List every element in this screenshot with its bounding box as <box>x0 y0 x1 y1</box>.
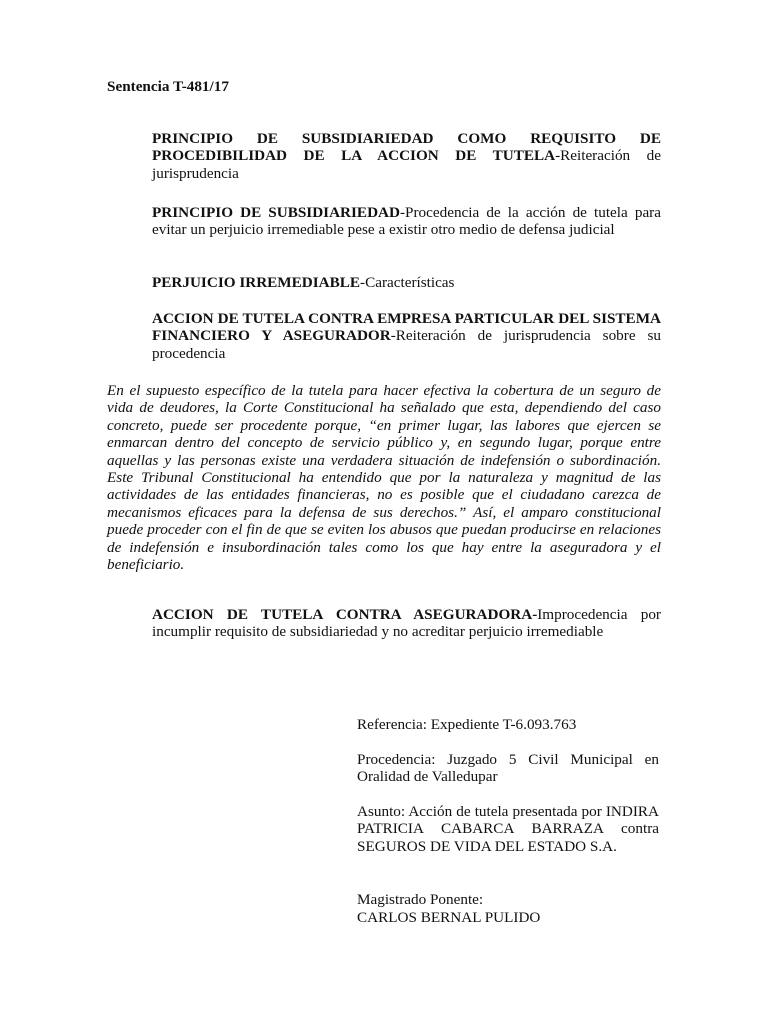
topic-text: -Características <box>360 274 455 291</box>
topic-heading: ACCION DE TUTELA CONTRA ASEGURADORA- <box>152 606 538 623</box>
topic-perjuicio-irremediable <box>152 274 661 291</box>
topic-text: -Reiteración de jurisprudencia <box>152 147 661 182</box>
jurisprudence-excerpt: En el supuesto específico de la tutela para hacer efectiva la cobertura de un seguro de vida de deudores, la Corte Constitucional ha señalado que esta, dependiendo del caso concreto, puede ser procedente porque, “en primer lugar, las labores que ejercen se enmarcan dentro del concepto de servicio público y, en segundo lugar, porque entre aquellas y las personas existe una verdadera situación de indefensión o subordinación. Este Tribunal Constitucional ha entendido que por la naturaleza y magnitud de las actividades de las entidades financieras, no es posible que el ciudadano carezca de mecanismos eficaces para la defensa de sus derechos.” Así, el amparo constitucional puede proceder con el fin de que se eviten los abusos que puedan producirse en relaciones de indefensión e insubordinación tales como los que hay entre la aseguradora y el beneficiario. <box>107 382 661 574</box>
topic-tutela-aseguradora <box>152 606 661 641</box>
topic-text: Improcedencia por incumplir requisito de subsidiariedad y no acreditar perjuicio irremediable <box>152 606 661 641</box>
document-title: Sentencia T-481/17 <box>107 78 229 95</box>
topic-heading: ACCION DE TUTELA CONTRA EMPRESA PARTICULAR DEL SISTEMA FINANCIERO Y ASEGURADOR <box>152 310 661 345</box>
topic-subsidiariedad-procedibilidad <box>152 130 661 182</box>
topic-heading: PERJUICIO IRREMEDIABLE <box>152 274 361 291</box>
topic-subsidiariedad-perjuicio <box>152 204 661 239</box>
reference-asunto: Asunto: Acción de tutela presentada por INDIRA PATRICIA CABARCA BARRAZA contra SEGUROS DE VIDA DEL ESTADO S.A. <box>357 803 659 855</box>
topic-heading: PRINCIPIO DE SUBSIDIARIEDAD COMO REQUISITO DE PROCEDIBILIDAD DE LA ACCION DE TUTELA <box>152 130 661 165</box>
reference-procedencia: Procedencia: Juzgado 5 Civil Municipal en Oralidad de Valledupar <box>357 751 659 786</box>
topic-tutela-empresa-financiera <box>152 310 661 362</box>
reference-expediente: Referencia: Expediente T-6.093.763 <box>357 716 577 733</box>
reference-magistrado-label: Magistrado Ponente: <box>357 891 484 908</box>
topic-text: -Reiteración de jurisprudencia sobre su procedencia <box>152 327 661 362</box>
reference-magistrado-name: CARLOS BERNAL PULIDO <box>357 909 541 926</box>
topic-text: -Procedencia de la acción de tutela para evitar un perjuicio irremediable pese a existir otro medio de defensa judicial <box>152 204 661 239</box>
topic-heading: PRINCIPIO DE SUBSIDIARIEDAD <box>152 204 400 221</box>
